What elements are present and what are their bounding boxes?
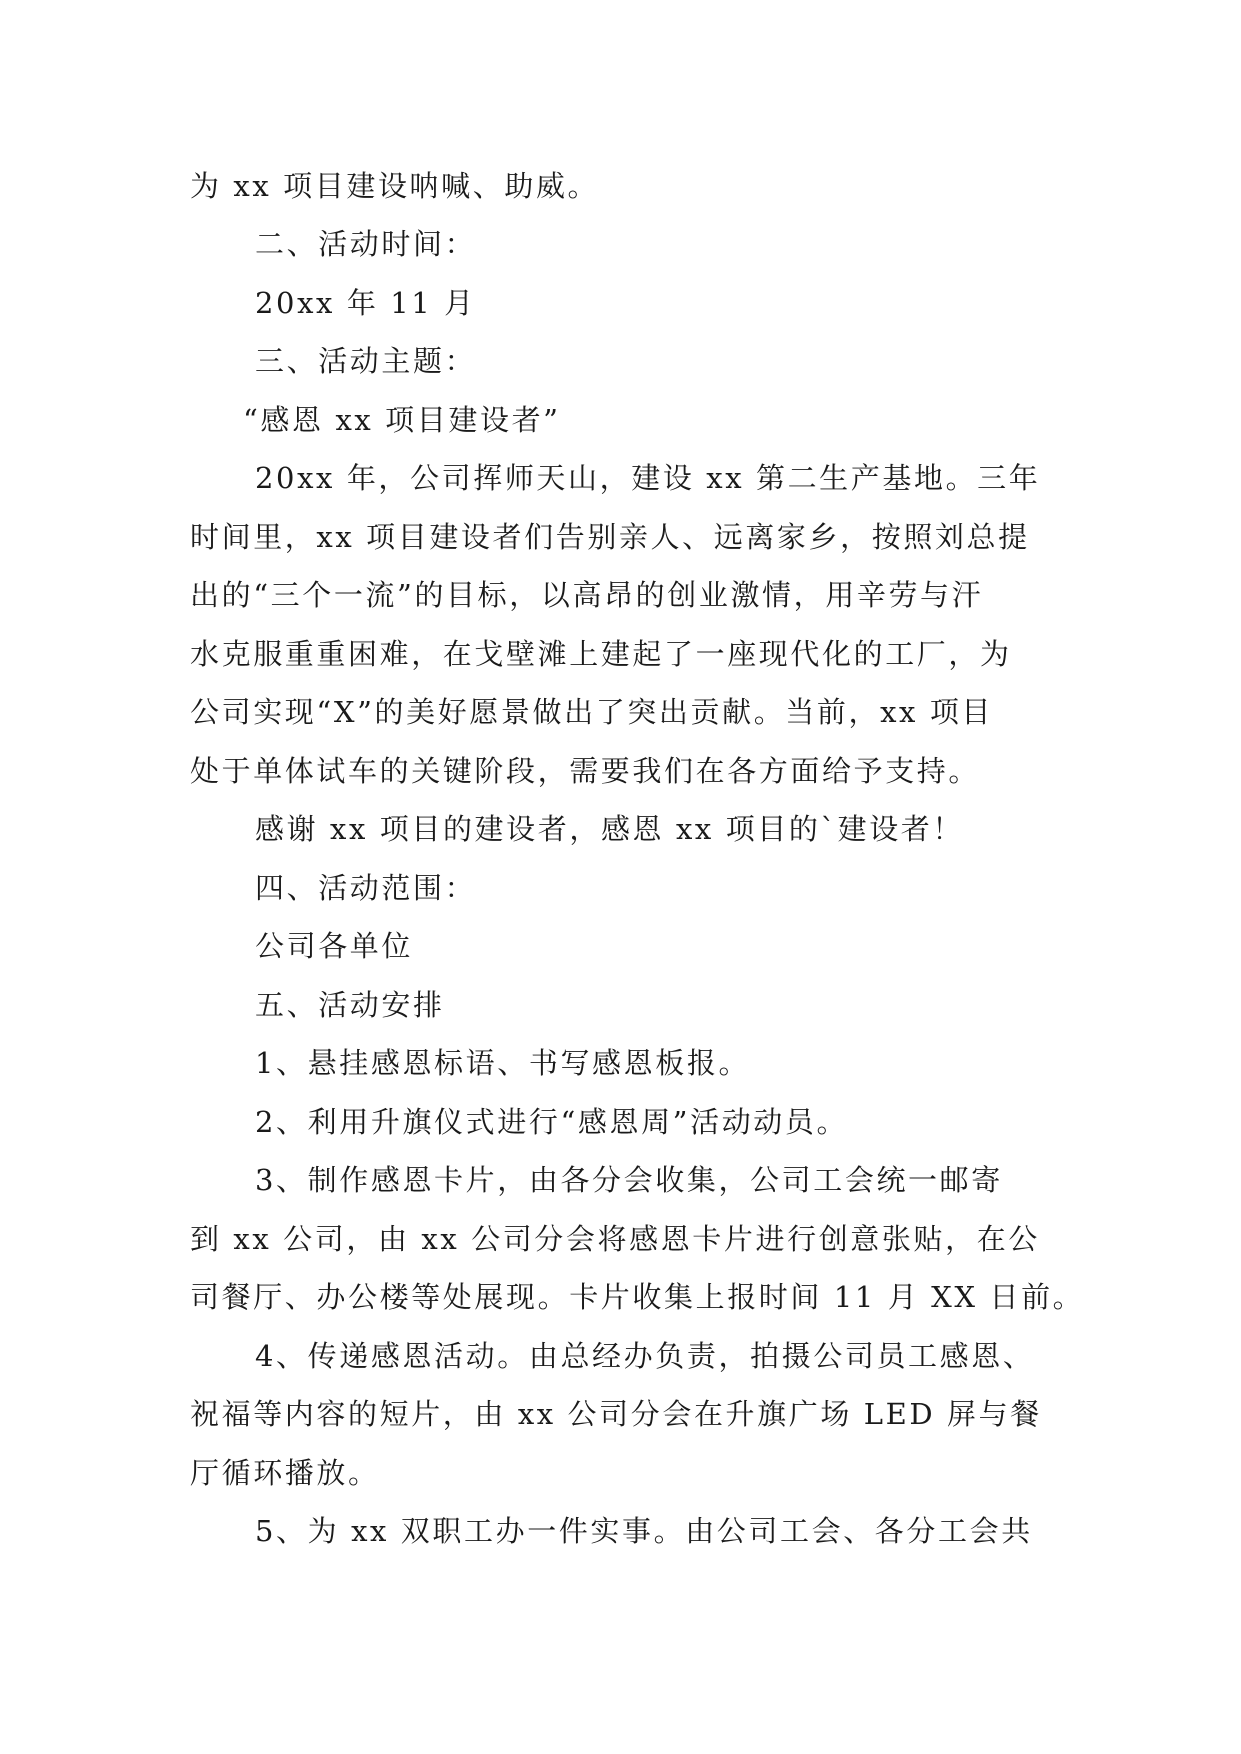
paragraph-line: 出的“三个一流”的目标，以高昂的创业激情，用辛劳与汗 (190, 578, 984, 612)
paragraph-line: 20xx 年，公司挥师天山，建设 xx 第二生产基地。三年 (255, 461, 1041, 495)
text-line: 为 xx 项目建设呐喊、助威。 (190, 169, 600, 203)
list-item: 1、悬挂感恩标语、书写感恩板报。 (255, 1046, 751, 1080)
paragraph-line: 时间里，xx 项目建设者们告别亲人、远离家乡，按照刘总提 (190, 520, 1030, 554)
list-item-continuation: 厅循环播放。 (190, 1456, 380, 1490)
paragraph-line: 感谢 xx 项目的建设者，感恩 xx 项目的`建设者！ (255, 812, 964, 846)
section-heading-scope: 四、活动范围： (255, 871, 477, 905)
list-item: 3、制作感恩卡片，由各分会收集，公司工会统一邮寄 (255, 1163, 1003, 1197)
paragraph-line: 水克服重重困难，在戈壁滩上建起了一座现代化的工厂，为 (190, 637, 1012, 671)
list-item: 2、利用升旗仪式进行“感恩周”活动动员。 (255, 1105, 849, 1139)
list-item-continuation: 到 xx 公司，由 xx 公司分会将感恩卡片进行创意张贴，在公 (190, 1222, 1040, 1256)
text-line: 公司各单位 (255, 929, 414, 963)
list-item: 4、传递感恩活动。由总经办负责，拍摄公司员工感恩、 (255, 1339, 1035, 1373)
paragraph-line: 公司实现“X”的美好愿景做出了突出贡献。当前，xx 项目 (190, 695, 994, 729)
list-item-continuation: 司餐厅、办公楼等处展现。卡片收集上报时间 11 月 XX 日前。 (190, 1280, 1085, 1314)
paragraph-line: 处于单体试车的关键阶段，需要我们在各方面给予支持。 (190, 754, 981, 788)
section-heading-theme: 三、活动主题： (255, 344, 477, 378)
theme-quote: “感恩 xx 项目建设者” (243, 403, 561, 437)
list-item: 5、为 xx 双职工办一件实事。由公司工会、各分工会共 (255, 1514, 1033, 1548)
list-item-continuation: 祝福等内容的短片，由 xx 公司分会在升旗广场 LED 屏与餐 (190, 1397, 1042, 1431)
text-line: 20xx 年 11 月 (255, 286, 476, 320)
section-heading-arrangement: 五、活动安排 (255, 988, 445, 1022)
section-heading-time: 二、活动时间： (255, 227, 477, 261)
